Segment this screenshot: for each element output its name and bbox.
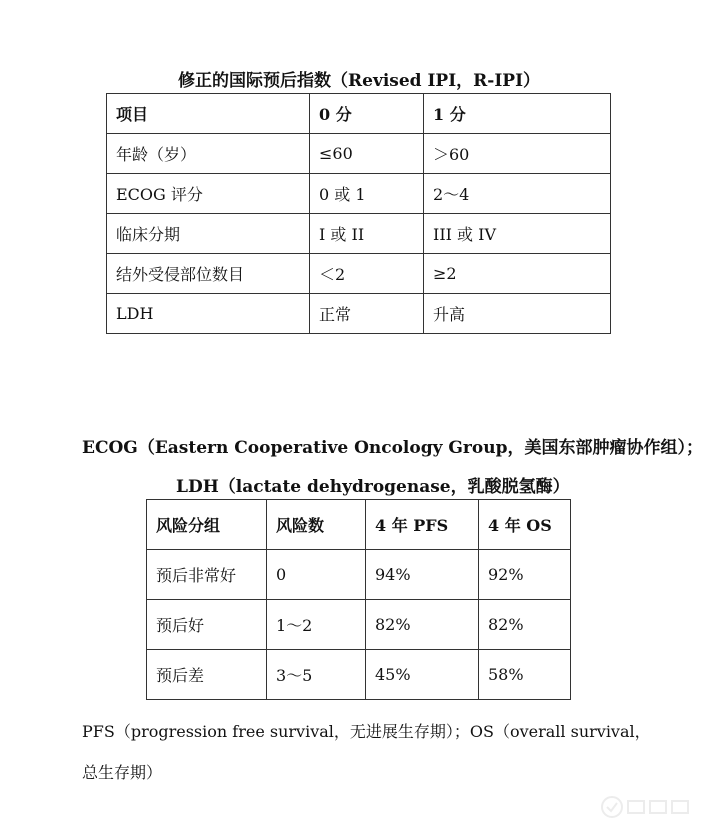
table-cell: ＞60 <box>424 134 611 174</box>
table-header-cell: 项目 <box>107 94 310 134</box>
ldh-note: LDH（lactate dehydrogenase，乳酸脱氢酶） <box>176 477 570 497</box>
table-cell: ≥2 <box>424 254 611 294</box>
table-header-cell: 4 年 OS <box>479 500 571 550</box>
table-cell: 临床分期 <box>107 214 310 254</box>
table-cell: 预后非常好 <box>147 550 267 600</box>
table-row <box>107 134 611 174</box>
table-row <box>147 650 571 700</box>
table-header-cell: 0 分 <box>310 94 424 134</box>
footnote-line-1: PFS（progression free survival，无进展生存期）；OS（overall survival， <box>82 722 651 741</box>
table-header-cell: 4 年 PFS <box>366 500 479 550</box>
table-header-row <box>147 500 571 550</box>
table-cell: 1～2 <box>267 600 366 650</box>
table-row <box>107 214 611 254</box>
footnote-line-2: 总生存期） <box>82 763 163 782</box>
table-cell: 预后好 <box>147 600 267 650</box>
table-cell: 94% <box>366 550 479 600</box>
table-header-row <box>107 94 611 134</box>
ipi-table-title: 修正的国际预后指数（Revised IPI，R-IPI） <box>178 71 541 91</box>
table-cell: 82% <box>366 600 479 650</box>
table-row <box>147 600 571 650</box>
table-header-cell: 1 分 <box>424 94 611 134</box>
table-row <box>107 174 611 214</box>
table-cell: 0 <box>267 550 366 600</box>
risk-table <box>146 499 571 700</box>
table-row <box>147 550 571 600</box>
table-cell: 82% <box>479 600 571 650</box>
table-cell: 2～4 <box>424 174 611 214</box>
table-cell: 0 或 1 <box>310 174 424 214</box>
table-cell: LDH <box>107 294 310 334</box>
ecog-note: ECOG（Eastern Cooperative Oncology Group，美国东部肿瘤协作组）； <box>82 438 703 458</box>
table-header-cell: 风险数 <box>267 500 366 550</box>
table-cell: 3～5 <box>267 650 366 700</box>
table-cell: 58% <box>479 650 571 700</box>
ipi-table <box>106 93 611 334</box>
table-cell: ≤60 <box>310 134 424 174</box>
table-cell: 年龄（岁） <box>107 134 310 174</box>
table-cell: I 或 II <box>310 214 424 254</box>
table-cell: 45% <box>366 650 479 700</box>
watermark-logo-icon <box>600 795 704 819</box>
table-cell: 升高 <box>424 294 611 334</box>
table-row <box>107 254 611 294</box>
table-cell: 92% <box>479 550 571 600</box>
table-cell: ＜2 <box>310 254 424 294</box>
table-header-cell: 风险分组 <box>147 500 267 550</box>
table-cell: III 或 IV <box>424 214 611 254</box>
table-cell: 正常 <box>310 294 424 334</box>
table-cell: 结外受侵部位数目 <box>107 254 310 294</box>
table-cell: 预后差 <box>147 650 267 700</box>
table-cell: ECOG 评分 <box>107 174 310 214</box>
table-row <box>107 294 611 334</box>
